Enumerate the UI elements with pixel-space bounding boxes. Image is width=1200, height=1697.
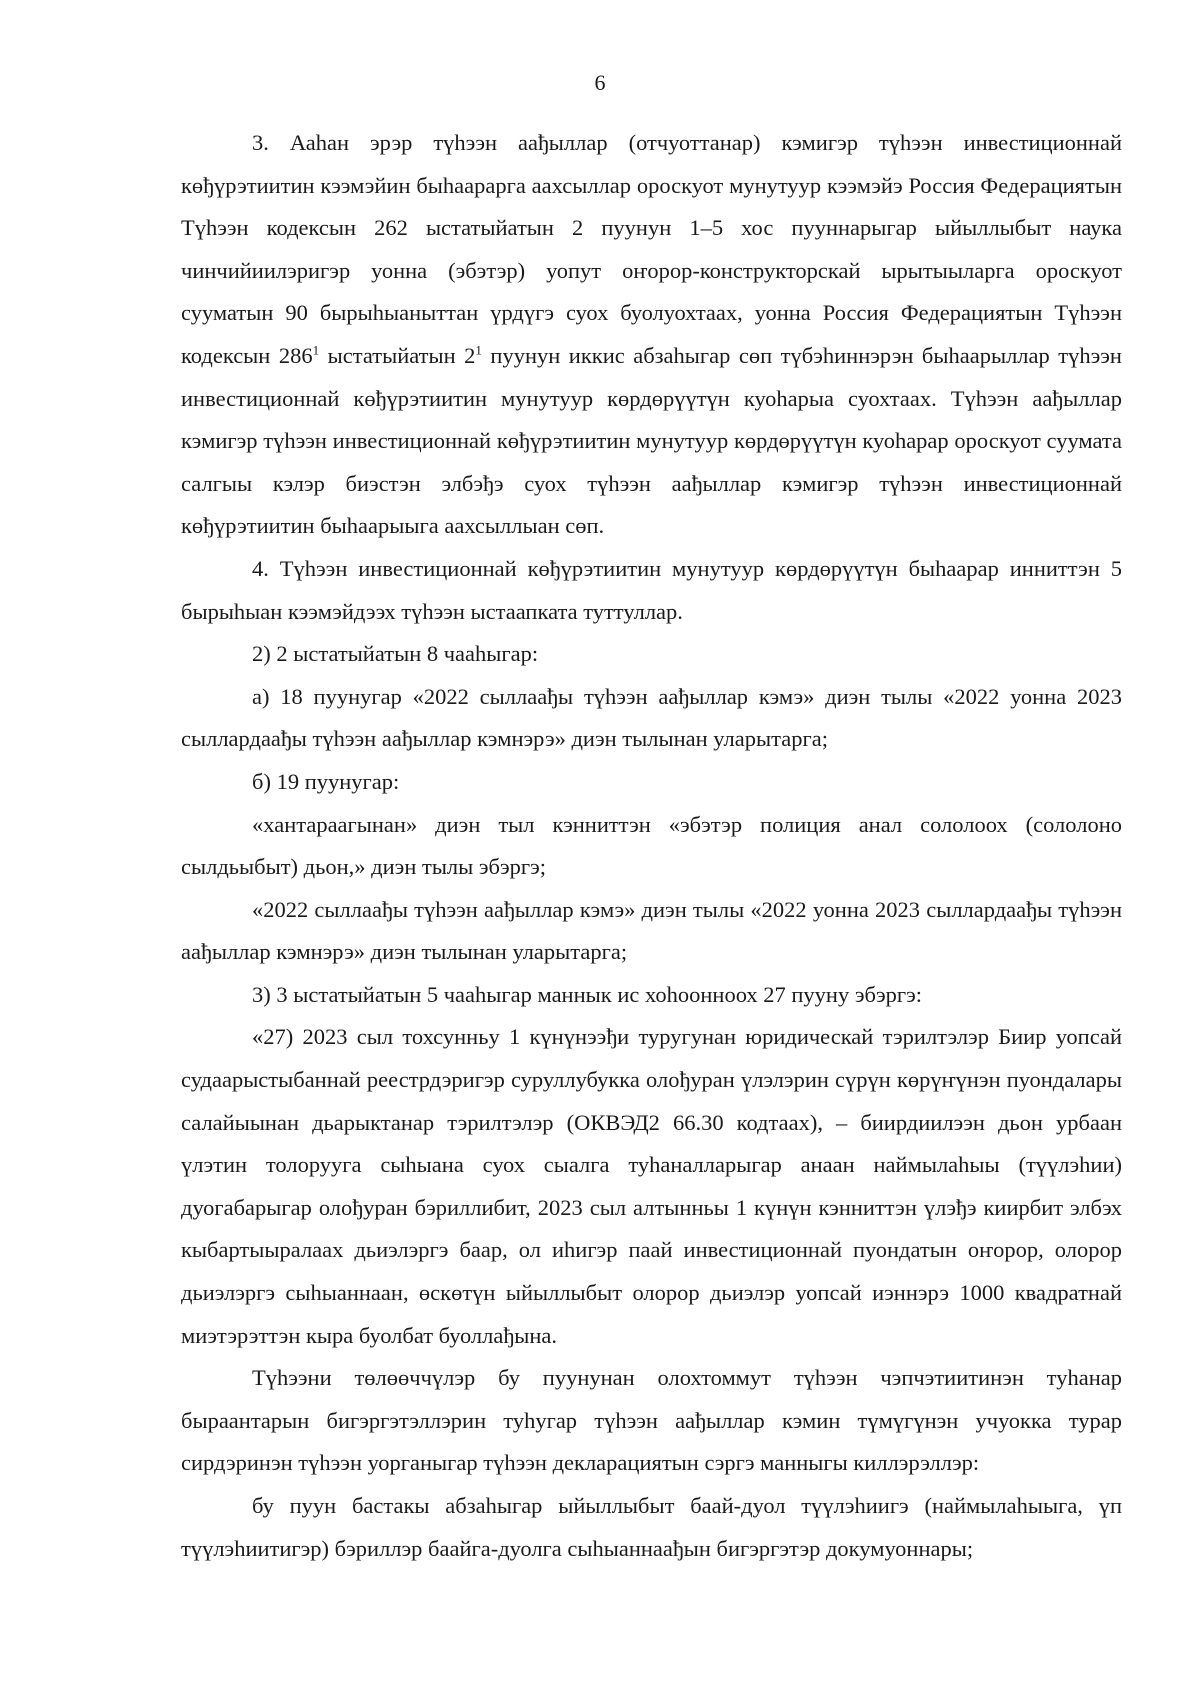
paragraph-text: б) 19 пуунугар: <box>252 768 400 794</box>
paragraph-text: «27) 2023 сыл тохсунньу 1 күнүнээђи туругунан юридическай тэрилтэлэр Биир уопсай судаарыстыбаннай реестрдэригэр суруллубукка олођуран үлэлэрин сүрүн көрүҥүнэн пуондалары салайыынан дьарыктанар тэрилтэлэр (ОКВЭД2 66.30 кодтаах), – биирдиилээн дьон урбаан үлэтин толорууга сыһыана суох сыалга туһаналларыгар анаан наймылаһыы (түүлэһии) дуогабарыгар олођуран бэриллибит, 2023 сыл алтынньы 1 күнүн кэнниттэн үлэђэ киирбит элбэх кыбартыыралаах дьиэлэргэ баар, ол иһигэр паай инвестиционнай пуондатын оҥорор, олорор дьиэлэргэ сыһыаннаан, өскөтүн ыйыллыбыт олорор дьиэлэр уопсай иэннэрэ 1000 квадратнай миэтэрэттэн кыра буолбат буоллађына. <box>181 1024 1122 1348</box>
superscript: 1 <box>312 342 320 358</box>
paragraph-text: Түһээни төлөөччүлэр бу пуунунан олохтоммут түһээн чэпчэтиитинэн туһанар быраантарын бигэргэтэллэрин туһугар түһээн аађыллар кэмин түмүгүнэн учуокка турар сирдэринэн түһээн уорганыгар түһээн декларациятын сэргэ манныгы киллэрэллэр: <box>181 1365 1122 1476</box>
paragraph-4 <box>181 676 1122 761</box>
paragraph-text: «2022 сыллаађы түһээн аађыллар кэмэ» диэн тылы «2022 уонна 2023 сыллардаађы түһээн аађыллар кэмнэрэ» диэн тылынан уларытарга; <box>181 896 1122 965</box>
paragraph-5 <box>181 761 1122 804</box>
paragraph-text: 3. Ааһан эрэр түһээн аађыллар (отчуоттанар) кэмигэр түһээн инвестиционнай көђүрэтиитин кээмэйин быһаарарга аахсыллар ороскуот мунутуур кээмэйэ Россия Федерациятын Түһээн кодексын 262 ыстатыйатын 2 пуунун 1–5 хос пууннарыгар ыйыллыбыт наука чинчийиилэригэр уонна (эбэтэр) уопут оҥорор-конструкторскай ырытыыларга ороскуот сууматын 90 бырыһыаныттан үрдүгэ суох буолуохтаах, уонна Россия Федерациятын Түһээн кодексын 286 <box>181 130 1122 368</box>
paragraph-11 <box>181 1485 1122 1570</box>
paragraph-3 <box>181 633 1122 676</box>
paragraph-text: 4. Түһээн инвестиционнай көђүрэтиитин мунутуур көрдөрүүтүн быһаарар инниттэн 5 бырыһыан кээмэйдээх түһээн ыстаапката туттуллар. <box>181 555 1122 624</box>
paragraph-text: 2) 2 ыстатыйатын 8 чааһыгар: <box>252 641 539 667</box>
paragraph-text: ыстатыйатын 2 <box>319 342 476 368</box>
paragraph-9 <box>181 1016 1122 1357</box>
paragraph-7 <box>181 889 1122 974</box>
paragraph-text: «хантараагынан» диэн тыл кэнниттэн «эбэтэр полиция анал сололоох (сололоно сылдьыбыт) дьон,» диэн тылы эбэргэ; <box>181 811 1122 880</box>
paragraph-8 <box>181 974 1122 1017</box>
page-number: 6 <box>594 70 606 95</box>
paragraph-text: а) 18 пуунугар «2022 сыллаађы түһээн аађыллар кэмэ» диэн тылы «2022 уонна 2023 сыллардаађы түһээн аађыллар кэмнэрэ» диэн тылынан уларытарга; <box>181 683 1122 752</box>
paragraph-text: бу пуун бастакы абзаһыгар ыйыллыбыт баай-дуол түүлэһиигэ (наймылаһыыга, үп түүлэһиитигэр) бэриллэр баайга-дуолга сыһыаннаађын бигэргэтэр докумуоннары; <box>181 1493 1122 1561</box>
superscript: 1 <box>475 342 482 358</box>
document-body <box>181 122 1122 1570</box>
paragraph-10 <box>181 1357 1122 1485</box>
paragraph-1 <box>181 122 1122 548</box>
paragraph-text: пуунун иккис абзаһыгар сөп түбэһиннэрэн быһаарыллар түһээн инвестиционнай көђүрэтиитин мунутуур көрдөрүүтүн куоһарыа суохтаах. Түһээн аађыллар кэмигэр түһээн инвестиционнай көђүрэтиитин мунутуур көрдөрүүтүн куоһарар ороскуот суумата салгыы кэлэр биэстэн элбэђэ суох түһээн аађыллар кэмигэр түһээн инвестиционнай көђүрэтиитин быһаарыыга аахсыллыан сөп. <box>181 342 1122 539</box>
paragraph-6 <box>181 804 1122 889</box>
paragraph-text: 3) 3 ыстатыйатын 5 чааһыгар маннык ис хоһоонноох 27 пууну эбэргэ: <box>252 981 922 1007</box>
paragraph-2 <box>181 548 1122 633</box>
